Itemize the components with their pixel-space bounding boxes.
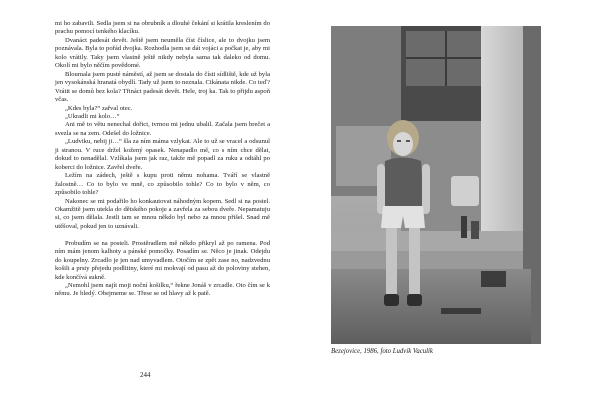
paragraph: Probudím se na posteli. Prostěradlem mě někdo přikryl až po ramena. Pod ním mám jenom kalhoty a pánské pomočky. Posadím se. Něco je jinak. Odejdu do koupelny. Zrcadlo je jen nad umyvadlem. Otočím se zpět zase no, nadzvednu košili a prsty přejedu podlitiny, které mi mokvají od pasu až do poloviny stehen, kde končívá sukně. bbox=[55, 239, 270, 281]
paragraph: Nakonec se mi podařilo ho konkautovat náhodným kopem. Sedl si na postel. Okamžitě jsem utekla do dětského pokoje a zavřela za sebou dveře. Nepamatuju si, co jsem dělala. Jestli tam se mnou někdo byl nebo za mnou přišel. Snad mě utěšoval, pokud jen to uznávali. bbox=[55, 197, 270, 230]
paragraph: „Nemohl jsem najít moji noční košilku,“ řekne Jonáš v zrcadle. Oto čím se k němu. Je bledý. Obejmeme se. Třese se od hlavy až k patě. bbox=[55, 281, 270, 298]
page-number: 244 bbox=[140, 371, 151, 379]
left-page-text bbox=[55, 20, 270, 299]
paragraph: Ležím na zádech, ještě s kupu proti němu nohama. Tváří se vlastně žalostně… Co to bylo ve mně, co způsobilo tohle? Co to bylo v něm, co způsobilo tohle? bbox=[55, 172, 270, 197]
paragraph: Bloumala jsem pusté náměstí, až jsem se dostala do čísti sídliště, kde už byla jen vysokánská hranatá obydlí. Tady už jsem to neznala. Cikánata nikde. Co teď? Vrátit se domů bez kola? Třináct padesát devět. Hele, troj ka. Tak to přijdu aspoň včas. bbox=[55, 70, 270, 104]
paragraph: Ani mě to větu nenechal dořict, tvrnou mi jednu ubalil. Začala jsem brečet a svezla se na zem. Odešel do ložnice. bbox=[55, 121, 270, 137]
paragraph: „Ludviku, nebij ji…“ šla za ním máma vzlykat. Ale to už se vracel a odsunul ji stranou. V ruce držel kožený opasek. Nenapadlo mě, co s ním chce dělat, dokud to nenadělal. Vzlíkala jsem jak raz, takže mě popadl za ruku a odtáhl po koberci do ložnice. Zavřel dveře. bbox=[55, 138, 270, 171]
section-break bbox=[55, 231, 270, 239]
paragraph: „Ukradli mi kolo…“ bbox=[65, 112, 120, 120]
photograph bbox=[331, 26, 541, 344]
photo-caption: Bezejovice, 1986, foto Ludvík Vaculík bbox=[331, 348, 433, 355]
paragraph: „Kdes byla?“ zařval otec. bbox=[65, 104, 133, 112]
paragraph: mi ho zabavili. Sedla jsem si na obrubník a dlouhé čekání si krátila kreslením do prachu pomocí tenkého klacíku. bbox=[55, 20, 270, 36]
paragraph: Dvanáct padesát devět. Ještě jsem neuměla číst číslice, ale to dvojku jsem poznávala. Byla to pořád dvojka. Rozhodla jsem se dát vojáci a počkat je, aby mi kolo vrátily. Taky jsem vlastně ještě nikdy nebyla sama tak daleko od domu. Okolí mi bylo něčím povědomé. bbox=[55, 36, 270, 70]
